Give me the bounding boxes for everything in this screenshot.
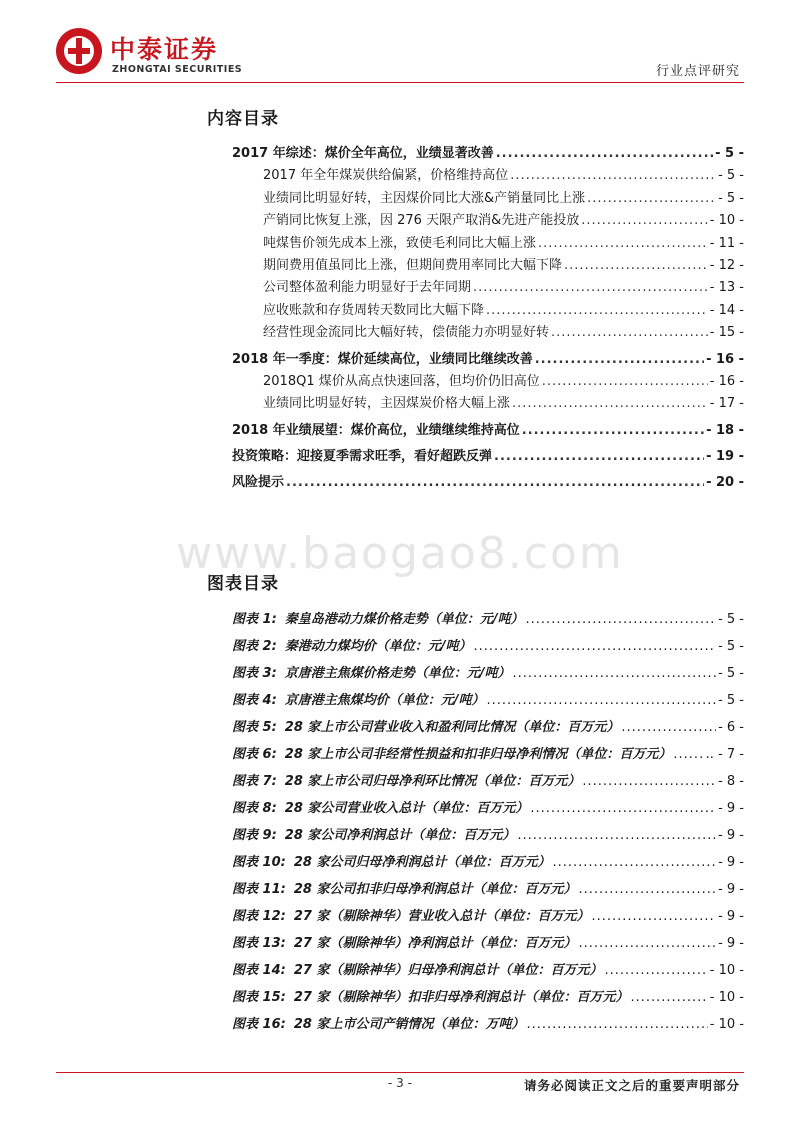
figure-entry-page: - 9 -: [718, 855, 744, 870]
figure-entry[interactable]: [232, 822, 744, 849]
dot-leader: [564, 255, 708, 277]
figure-entry[interactable]: [232, 957, 744, 984]
dot-leader: [510, 165, 716, 187]
figure-entry[interactable]: [232, 660, 744, 687]
figure-entry[interactable]: [232, 930, 744, 957]
toc-entry[interactable]: [232, 210, 744, 232]
figure-entry[interactable]: [232, 876, 744, 903]
figure-entry-label: 图表 13:: [232, 936, 286, 951]
toc-entry-page: - 5 -: [718, 190, 744, 206]
figure-entry-label: 图表 9:: [232, 828, 277, 843]
dot-leader: [526, 1011, 707, 1038]
figure-entry[interactable]: [232, 768, 744, 795]
figure-entry-label: 图表 5:: [232, 720, 277, 735]
dot-leader: [591, 903, 716, 930]
toc-entry-title: 产销同比恢复上涨，因 276 天限产取消&先进产能投放: [263, 213, 580, 229]
toc-entry[interactable]: [232, 322, 744, 344]
figure-entry-label: 图表 8:: [232, 801, 277, 816]
figure-entry-label: 图表 4:: [232, 693, 277, 708]
dot-leader: [582, 768, 716, 795]
figure-entry-title: 28 家公司营业收入总计（单位：百万元）: [284, 801, 529, 816]
dot-leader: [486, 300, 708, 322]
figure-entry-page: - 5 -: [718, 639, 744, 654]
toc-entry-page: - 10 -: [709, 213, 744, 229]
figure-entry-page: .. - 7 -: [705, 747, 744, 762]
toc-entry-page: - 5 -: [718, 168, 744, 184]
dot-leader: [526, 606, 717, 633]
figure-entry[interactable]: [232, 741, 744, 768]
dot-leader: [630, 984, 707, 1011]
logo-chinese-name: 中泰证券: [110, 35, 219, 64]
toc-entry-page: - 15 -: [709, 325, 744, 341]
figure-entry-label: 图表 10:: [232, 855, 286, 870]
figure-list-title: 图表目录: [207, 574, 279, 594]
logo-english-name: ZHONGTAI SECURITIES: [112, 64, 243, 75]
figure-entry-title: 27 家（剔除神华）净利润总计（单位：百万元）: [293, 936, 577, 951]
dot-leader: [578, 876, 716, 903]
toc-entry[interactable]: [232, 420, 744, 442]
disclaimer-note: 请务必阅读正文之后的重要声明部分: [523, 1078, 740, 1093]
toc-entry-title: 投资策略：迎接夏季需求旺季，看好超跌反弹: [232, 449, 493, 465]
toc-entry[interactable]: [232, 277, 744, 299]
dot-leader: [517, 822, 716, 849]
toc-entry[interactable]: [232, 300, 744, 322]
dot-leader: [473, 277, 708, 299]
dot-leader: [673, 741, 703, 768]
figure-entry-title: 28 家上市公司归母净利环比情况（单位：百万元）: [284, 774, 581, 789]
toc-entry-page: - 5 -: [715, 146, 744, 161]
footer-divider: [56, 1072, 744, 1073]
figure-entry-page: - 9 -: [718, 801, 744, 816]
toc-entry-title: 业绩同比明显好转，主因煤炭价格大幅上涨: [263, 396, 511, 412]
figure-entry-label: 图表 11:: [232, 882, 286, 897]
figure-entry-page: - 9 -: [718, 828, 744, 843]
dot-leader: [621, 714, 716, 741]
figure-entry-title: 28 家公司归母净利润总计（单位：百万元）: [293, 855, 551, 870]
toc-entry-title: 期间费用值虽同比上涨，但期间费用率同比大幅下降: [263, 257, 563, 273]
toc-entry[interactable]: [232, 371, 744, 393]
toc-entry-title: 2018Q1 煤价从高点快速回落，但均价仍旧高位: [263, 373, 540, 389]
figure-entry[interactable]: [232, 633, 744, 660]
figure-entry-label: 图表 3:: [232, 666, 277, 681]
toc-entry-page: - 17 -: [709, 396, 744, 412]
toc-entry-page: - 13 -: [709, 280, 744, 296]
figure-entry-title: 28 家上市公司非经常性损益和扣非归母净利情况（单位：百万元）: [284, 747, 672, 762]
figure-entry-title: 秦皇岛港动力煤价格走势（单位：元/吨）: [284, 612, 524, 627]
toc-entry[interactable]: [232, 188, 744, 210]
dot-leader: [542, 371, 708, 393]
toc-entry-title: 2017 年综述：煤价全年高位，业绩显著改善: [232, 146, 494, 161]
header-divider: [56, 82, 744, 83]
figure-entry[interactable]: [232, 795, 744, 822]
dot-leader: [513, 660, 717, 687]
toc-entry[interactable]: [232, 165, 744, 187]
toc-entry-title: 吨煤售价领先成本上涨，致使毛利同比大幅上涨: [263, 235, 537, 251]
figure-entry-page: - 5 -: [718, 666, 744, 681]
dot-leader: [551, 322, 708, 344]
dot-leader: [604, 957, 707, 984]
toc-entry-title: 业绩同比明显好转，主因煤价同比大涨&产销量同比上涨: [263, 190, 586, 206]
figure-entry[interactable]: [232, 606, 744, 633]
toc-title: 内容目录: [207, 109, 279, 129]
figure-entry-title: 27 家（剔除神华）营业收入总计（单位：百万元）: [293, 909, 590, 924]
figure-entry-page: - 8 -: [718, 774, 744, 789]
figure-entry-page: - 9 -: [718, 882, 744, 897]
toc-entry[interactable]: [232, 393, 744, 415]
figure-entry-label: 图表 7:: [232, 774, 277, 789]
dot-leader: [522, 420, 704, 442]
toc-entry-title: 经营性现金流同比大幅好转，偿债能力亦明显好转: [263, 325, 550, 341]
figure-entry-label: 图表 2:: [232, 639, 277, 654]
dot-leader: [535, 349, 704, 371]
toc-entry-page: - 16 -: [706, 351, 744, 367]
figure-entry[interactable]: [232, 1011, 744, 1038]
figure-entry-page: - 9 -: [718, 936, 744, 951]
dot-leader: [552, 849, 716, 876]
figure-entry-title: 28 家公司扣非归母净利润总计（单位：百万元）: [293, 882, 577, 897]
figure-entry[interactable]: [232, 687, 744, 714]
dot-leader: [578, 930, 716, 957]
dot-leader: [581, 210, 708, 232]
figure-entry[interactable]: [232, 849, 744, 876]
toc-entry[interactable]: [232, 233, 744, 255]
figure-entry[interactable]: [232, 714, 744, 741]
figure-entry-title: 28 家公司净利润总计（单位：百万元）: [284, 828, 516, 843]
figure-entry-label: 图表 15:: [232, 990, 286, 1005]
toc-entry[interactable]: [232, 255, 744, 277]
toc-entry-page: - 18 -: [706, 422, 744, 438]
toc-entry-page: - 19 -: [706, 449, 744, 465]
figure-list: [232, 606, 744, 1038]
figure-entry-label: 图表 6:: [232, 747, 277, 762]
figure-entry-page: - 5 -: [718, 693, 744, 708]
report-type: 行业点评研究: [655, 64, 740, 79]
table-of-contents: [232, 143, 744, 495]
figure-entry-title: 28 家上市公司营业收入和盈利同比情况（单位：百万元）: [284, 720, 620, 735]
toc-entry[interactable]: [232, 446, 744, 468]
toc-entry[interactable]: [232, 472, 744, 494]
figure-entry-page: - 10 -: [709, 990, 744, 1005]
figure-entry-label: 图表 14:: [232, 963, 286, 978]
dot-leader: [512, 393, 708, 415]
dot-leader: [487, 687, 717, 714]
figure-entry-title: 京唐港主焦煤均价（单位：元/吨）: [284, 693, 485, 708]
figure-entry-title: 27 家（剔除神华）归母净利润总计（单位：百万元）: [293, 963, 603, 978]
figure-entry-label: 图表 1:: [232, 612, 277, 627]
figure-entry-page: - 10 -: [709, 1017, 744, 1032]
toc-entry[interactable]: [232, 143, 744, 165]
toc-entry-title: 2018 年一季度：煤价延续高位，业绩同比继续改善: [232, 351, 533, 367]
figure-entry-page: - 9 -: [718, 909, 744, 924]
figure-entry-page: - 5 -: [718, 612, 744, 627]
figure-entry-label: 图表 12:: [232, 909, 286, 924]
toc-entry-page: - 12 -: [709, 257, 744, 273]
figure-entry[interactable]: [232, 984, 744, 1011]
figure-entry-page: - 10 -: [709, 963, 744, 978]
toc-entry-page: - 20 -: [706, 475, 744, 491]
dot-leader: [587, 188, 716, 210]
toc-entry-page: - 16 -: [709, 373, 744, 389]
toc-entry-title: 应收账款和存货周转天数同比大幅下降: [263, 302, 485, 318]
figure-entry[interactable]: [232, 903, 744, 930]
logo-mark-icon: [56, 28, 102, 74]
figure-entry-title: 27 家（剔除神华）扣非归母净利润总计（单位：百万元）: [293, 990, 629, 1005]
company-logo: [56, 28, 256, 80]
dot-leader: [538, 233, 708, 255]
figure-entry-title: 京唐港主焦煤价格走势（单位：元/吨）: [284, 666, 511, 681]
figure-entry-page: - 6 -: [718, 720, 744, 735]
toc-entry-title: 2018 年业绩展望：煤价高位，业绩继续维持高位: [232, 422, 520, 438]
figure-entry-label: 图表 16:: [232, 1017, 286, 1032]
toc-entry[interactable]: [232, 349, 744, 371]
toc-entry-title: 2017 年全年煤炭供给偏紧，价格维持高位: [263, 168, 509, 184]
toc-entry-title: 风险提示: [232, 475, 285, 491]
figure-entry-title: 28 家上市公司产销情况（单位：万吨）: [293, 1017, 525, 1032]
toc-entry-page: - 14 -: [709, 302, 744, 318]
dot-leader: [494, 446, 704, 468]
watermark: www.baogao8.com: [176, 528, 624, 579]
dot-leader: [286, 472, 704, 494]
dot-leader: [530, 795, 716, 822]
page-number: - 3 -: [388, 1076, 412, 1090]
dot-leader: [496, 143, 713, 165]
figure-entry-title: 秦港动力煤均价（单位：元/吨）: [284, 639, 472, 654]
toc-entry-title: 公司整体盈利能力明显好于去年同期: [263, 280, 472, 296]
dot-leader: [474, 633, 717, 660]
toc-entry-page: - 11 -: [709, 235, 744, 251]
